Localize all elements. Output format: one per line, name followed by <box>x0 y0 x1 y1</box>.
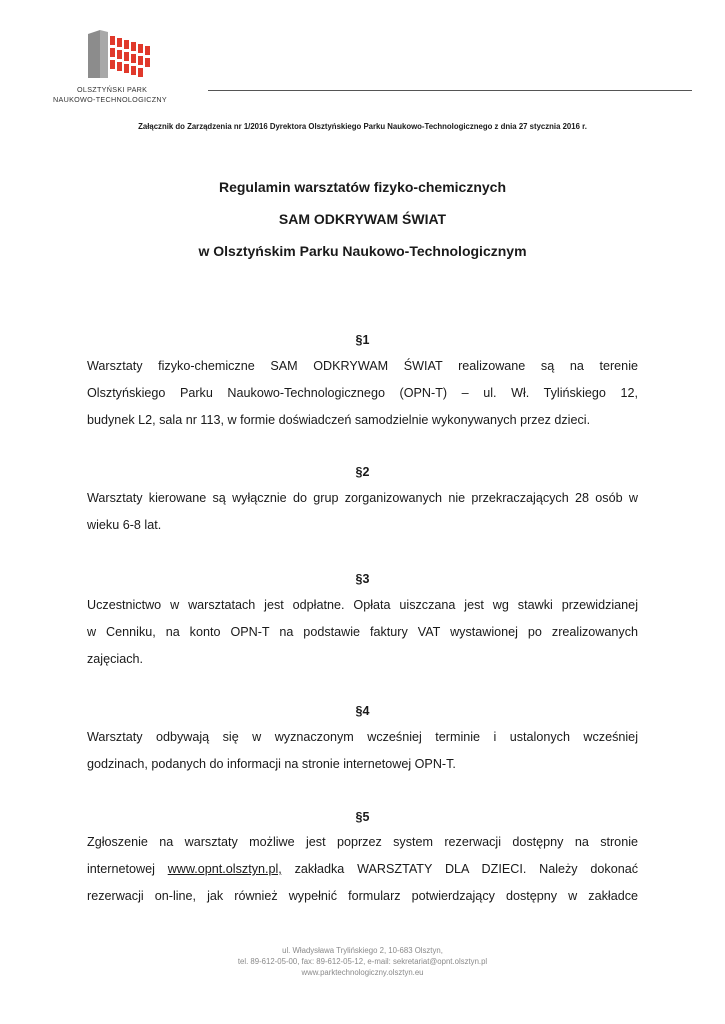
document-subtitle: SAM ODKRYWAM ŚWIAT <box>278 211 447 227</box>
section-2-heading: §2 <box>355 465 370 479</box>
footer-contact: tel. 89-612-05-00, fax: 89-612-05-12, e-mail: sekretariat@opnt.olsztyn.pl <box>237 957 488 966</box>
company-logo <box>50 28 190 108</box>
section-1-heading: §1 <box>355 333 370 347</box>
logo-name-line2: NAUKOWO-TECHNOLOGICZNY <box>53 95 168 104</box>
paragraph-line-with-link <box>87 856 638 883</box>
section-4-paragraph <box>87 724 638 778</box>
logo-name-line1: OLSZTYŃSKI PARK <box>77 85 148 94</box>
section-3-heading: §3 <box>355 572 370 586</box>
page-footer <box>0 945 725 978</box>
paragraph-line: w Cenniku, na konto OPN-T na podstawie faktury VAT wystawionej po zrealizowanych <box>87 625 638 639</box>
paragraph-line: zajęciach. <box>87 652 144 666</box>
paragraph-line: Warsztaty odbywają się w wyznaczonym wcześniej terminie i ustalonych wcześniej <box>87 730 638 744</box>
line-text-after-link: zakładka WARSZTATY DLA DZIECI. Należy dokonać <box>281 862 639 876</box>
paragraph-line: Warsztaty kierowane są wyłącznie do grup zorganizowanych nie przekraczających 28 osób w <box>87 491 638 505</box>
document-location: w Olsztyńskim Parku Naukowo-Technologicznym <box>198 243 527 259</box>
paragraph-line: rezerwacji on-line, jak również wypełnić formularz potwierdzający dostępny w zakładce <box>87 889 638 903</box>
paragraph-line: Zgłoszenie na warsztaty możliwe jest poprzez system rezerwacji dostępny na stronie <box>87 835 638 849</box>
section-5-heading: §5 <box>355 810 370 824</box>
footer-website[interactable]: www.parktechnologiczny.olsztyn.eu <box>301 968 424 977</box>
paragraph-line: Warsztaty fizyko-chemiczne SAM ODKRYWAM ŚWIAT realizowane są na terenie <box>87 359 638 373</box>
line-text-before-link: internetowej <box>87 862 168 876</box>
logo-graphic <box>86 30 166 80</box>
section-1-paragraph <box>87 353 638 434</box>
footer-address: ul. Władysława Trylińskiego 2, 10-683 Olsztyn, <box>282 946 443 955</box>
document-title: Regulamin warsztatów fizyko-chemicznych <box>218 179 507 195</box>
paragraph-line: Uczestnictwo w warsztatach jest odpłatne. Opłata uiszczana jest wg stawki przewidzianej <box>87 598 638 612</box>
website-link[interactable]: www.opnt.olsztyn.pl, <box>167 862 282 876</box>
section-2-paragraph <box>87 485 638 539</box>
section-4-heading: §4 <box>355 704 370 718</box>
attachment-note: Załącznik do Zarządzenia nr 1/2016 Dyrektora Olsztyńskiego Parku Naukowo-Technologicznego z dnia 27 stycznia 2016 r. <box>138 122 587 131</box>
header-divider <box>208 90 692 91</box>
paragraph-line: wieku 6-8 lat. <box>87 518 162 532</box>
paragraph-line: Olsztyńskiego Parku Naukowo-Technologicznego (OPN-T) – ul. Wł. Tylińskiego 12, <box>87 386 638 400</box>
paragraph-line: budynek L2, sala nr 113, w formie doświadczeń samodzielnie wykonywanych przez dzieci. <box>87 413 591 427</box>
paragraph-line: godzinach, podanych do informacji na stronie internetowej OPN-T. <box>87 757 456 771</box>
section-3-paragraph <box>87 592 638 673</box>
section-5-paragraph <box>87 829 638 910</box>
